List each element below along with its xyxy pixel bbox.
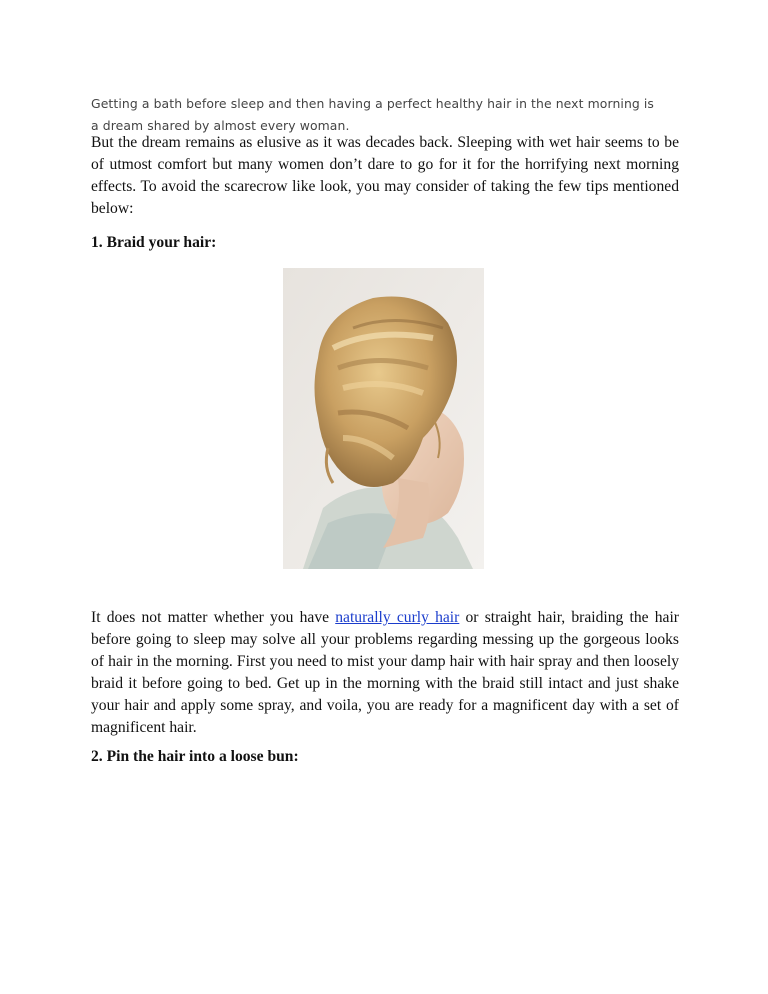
intro-line-2: a dream shared by almost every woman. [91, 118, 350, 133]
section-heading-braid: 1. Braid your hair: [91, 234, 217, 251]
braided-hair-photo [283, 268, 484, 569]
paragraph-2-text-before-link: It does not matter whether you have [91, 609, 336, 626]
intro-line-1: Getting a bath before sleep and then having a perfect healthy hair in the next morning is [91, 96, 654, 111]
body-paragraph-2 [91, 607, 679, 739]
intro-paragraph [91, 93, 691, 137]
section-heading-bun: 2. Pin the hair into a loose bun: [91, 748, 299, 765]
naturally-curly-hair-link[interactable]: naturally curly hair [335, 609, 460, 626]
body-paragraph-1: But the dream remains as elusive as it was decades back. Sleeping with wet hair seems to be of utmost comfort but many women don’t dare to go for it for the horrifying next morning effects. To avoid the scarecrow like look, you may consider of taking the few tips mentioned below: [91, 134, 679, 217]
paragraph-2-text-after-link: or straight hair, braiding the hair before going to sleep may solve all your problems regarding messing up the gorgeous looks of hair in the morning. First you need to mist your damp hair with hair spray and then loosely braid it before going to bed. Get up in the morning with the braid still intact and just shake your hair and apply some spray, and voila, you are ready for a magnificent day with a set of magnificent hair. [91, 609, 679, 736]
